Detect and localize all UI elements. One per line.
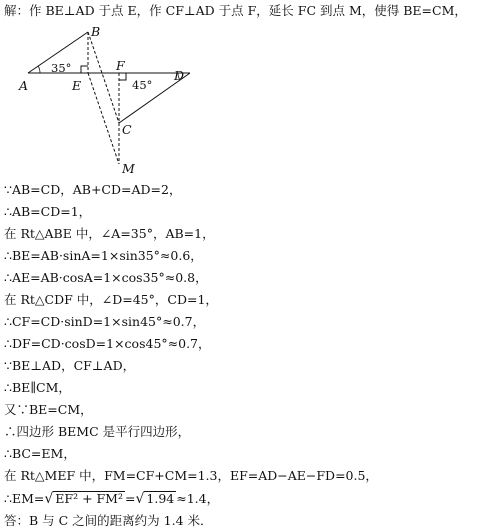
label-c: C bbox=[122, 122, 132, 137]
sqrt-sign: √ bbox=[44, 491, 54, 507]
solution-line: ∵BE⊥AD，CF⊥AD， bbox=[4, 358, 136, 373]
angle-label-a: 35° bbox=[51, 61, 72, 75]
angle-label-d: 45° bbox=[132, 78, 153, 92]
em-suffix: ≈1.4， bbox=[176, 491, 220, 506]
solution-line: ∴BE=AB·sinA=1×sin35°≈0.6， bbox=[4, 248, 203, 263]
sqrt-sign: √ bbox=[135, 491, 145, 507]
answer-line: 答：B 与 C 之间的距离约为 1.4 米． bbox=[4, 513, 213, 528]
em-radicand: EF² + FM² bbox=[55, 491, 123, 506]
label-d: D bbox=[174, 68, 185, 83]
solution-line: 在 Rt△ABE 中，∠A=35°，AB=1， bbox=[4, 226, 215, 241]
solution-line: 在 Rt△CDF 中，∠D=45°，CD=1， bbox=[4, 292, 218, 307]
segment-em bbox=[88, 73, 119, 164]
label-e: E bbox=[72, 78, 82, 93]
label-a: A bbox=[19, 78, 29, 93]
em-formula-line bbox=[4, 491, 219, 507]
label-f: F bbox=[116, 58, 125, 73]
solution-line: ∴四边形 BEMC 是平行四边形， bbox=[4, 424, 191, 439]
solution-line: ∴BE∥CM， bbox=[4, 380, 71, 395]
solution-line: 在 Rt△MEF 中，FM=CF+CM=1.3，EF=AD−AE−FD=0.5， bbox=[4, 468, 378, 483]
em-radicand-value: 1.94 bbox=[146, 491, 175, 506]
solution-line: ∴BC=EM， bbox=[4, 446, 76, 461]
solution-line: ∴DF=CD·cosD=1×cos45°≈0.7， bbox=[4, 336, 211, 351]
intro-text: 解：作 BE⊥AD 于点 E，作 CF⊥AD 于点 F，延长 FC 到点 M，使得 BE=CM， bbox=[4, 3, 467, 18]
solution-line: ∴CF=CD·sinD=1×sin45°≈0.7， bbox=[4, 314, 206, 329]
angle-arc-a bbox=[38, 66, 40, 73]
solution-line: ∴AB=CD=1， bbox=[4, 204, 92, 219]
em-equals: = bbox=[125, 491, 136, 506]
label-b: B bbox=[91, 24, 101, 39]
em-prefix: ∴EM= bbox=[4, 491, 45, 506]
label-m: M bbox=[122, 161, 135, 176]
right-angle-mark-f bbox=[119, 73, 126, 80]
geometry-figure bbox=[18, 22, 208, 180]
segment-bc bbox=[88, 32, 119, 123]
right-angle-mark-e bbox=[81, 66, 88, 73]
solution-line: 又∵BE=CM， bbox=[4, 402, 93, 417]
solution-line: ∴AE=AB·cosA=1×cos35°≈0.8， bbox=[4, 270, 208, 285]
solution-line: ∵AB=CD，AB+CD=AD=2， bbox=[4, 182, 182, 197]
